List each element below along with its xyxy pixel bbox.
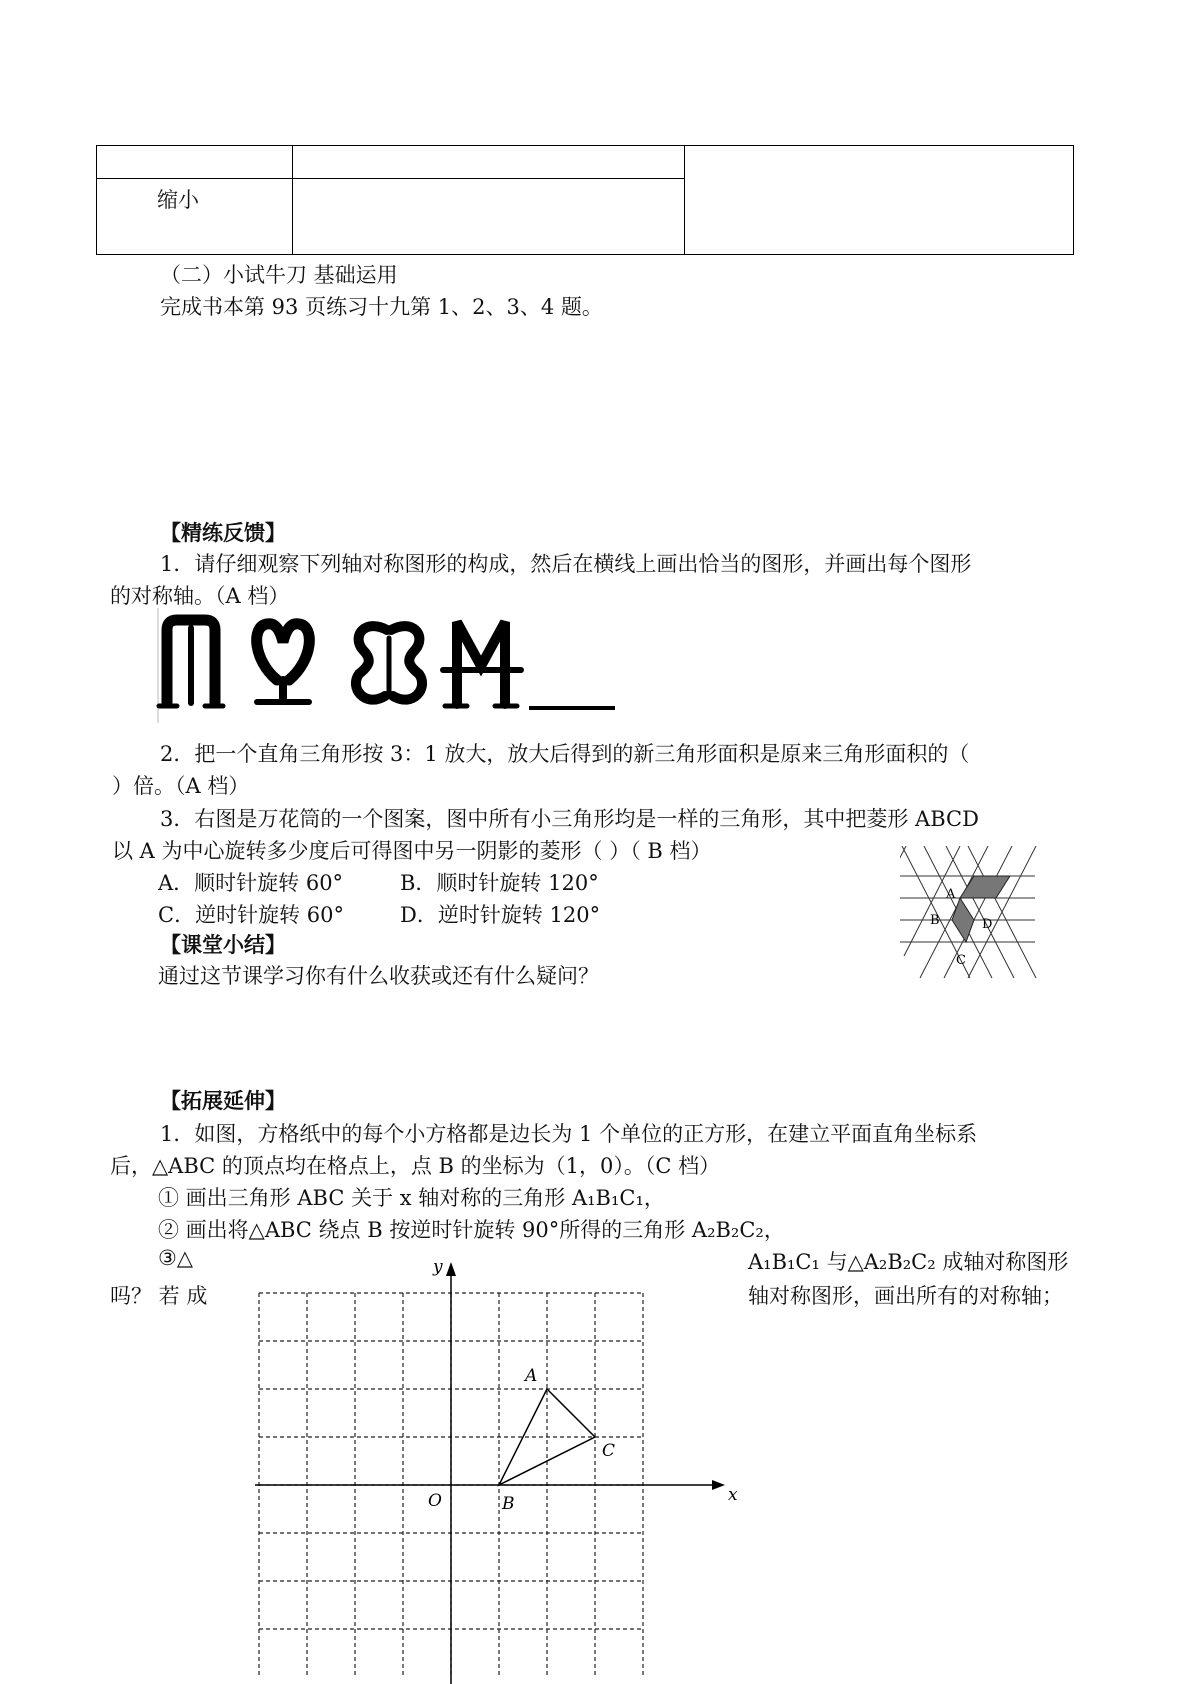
extension-item3-left2: 吗？ 若 成 (110, 1284, 208, 1308)
practice-q2-line2: ）倍。（A 档） (112, 774, 250, 798)
extension-q1-line1: 1．如图，方格纸中的每个小方格都是边长为 1 个单位的正方形，在建立平面直角坐标系 (160, 1122, 978, 1146)
table-row-divider (97, 178, 684, 179)
point-a-label: A (525, 1366, 538, 1386)
practice-q2-line1: 2．把一个直角三角形按 3：1 放大，放大后得到的新三角形面积是原来三角形面积的（ (160, 742, 970, 766)
extension-heading: 【拓展延伸】 (160, 1088, 286, 1113)
section2-heading: （二）小试牛刀 基础运用 (160, 263, 398, 287)
extension-item2: ② 画出将△ABC 绕点 B 按逆时针旋转 90°所得的三角形 A₂B₂C₂， (158, 1218, 785, 1242)
label-d: D (982, 917, 993, 932)
arch-shape (159, 620, 223, 706)
summary-heading: 【课堂小结】 (160, 932, 286, 957)
practice-q3-line2: 以 A 为中心旋转多少度后可得图中另一阴影的菱形（ ）（ B 档） (112, 839, 712, 863)
section2-text: 完成书本第 93 页练习十九第 1、2、3、4 题。 (160, 295, 603, 319)
table-col-divider-2 (684, 146, 685, 254)
symmetric-shapes-figure (155, 608, 675, 723)
y-axis-label: y (433, 1257, 443, 1277)
option-d: D．逆时针旋转 120° (400, 903, 601, 927)
heart-shape (257, 624, 310, 702)
kaleidoscope-figure (900, 846, 1040, 982)
point-b-label: B (502, 1494, 515, 1514)
rotated-rhombus (960, 876, 1010, 898)
option-a: A．顺时针旋转 60° (158, 871, 344, 895)
m-shape (443, 622, 521, 706)
practice-heading: 【精练反馈】 (160, 520, 286, 545)
label-a: A (946, 887, 956, 902)
x-axis-arrow (712, 1480, 725, 1490)
option-c: C．逆时针旋转 60° (158, 903, 344, 927)
practice-q1-line2: 的对称轴。（A 档） (110, 584, 290, 608)
practice-q3-line1: 3．右图是万花筒的一个图案，图中所有小三角形均是一样的三角形，其中把菱形 ABCD (160, 807, 979, 831)
label-b: B (930, 913, 940, 928)
extension-item3-left: ③△ (158, 1246, 193, 1270)
option-b: B．顺时针旋转 120° (400, 871, 599, 895)
coordinate-grid-figure (250, 1250, 740, 1684)
origin-label: O (428, 1491, 442, 1511)
extension-item3-right: A₁B₁C₁ 与△A₂B₂C₂ 成轴对称图形 (748, 1250, 1069, 1274)
extension-item1: ① 画出三角形 ABC 关于 x 轴对称的三角形 A₁B₁C₁， (158, 1186, 665, 1210)
practice-q1-line1: 1．请仔细观察下列轴对称图形的构成，然后在横线上画出恰当的图形，并画出每个图形 (160, 552, 972, 576)
rhombus-abcd (952, 898, 974, 942)
y-axis-arrow (446, 1262, 456, 1276)
curly-shape (356, 626, 422, 700)
extension-q1-line2: 后，△ABC 的顶点均在格点上，点 B 的坐标为（1，0）。（C 档） (110, 1154, 721, 1178)
table-col-divider-1 (292, 146, 293, 254)
lesson-table (96, 145, 1074, 255)
point-c-label: C (602, 1441, 616, 1461)
table-row-label: 缩小 (157, 188, 199, 212)
summary-text: 通过这节课学习你有什么收获或还有什么疑问？ (158, 964, 599, 988)
label-c: C (956, 953, 966, 968)
x-axis-label: x (728, 1485, 738, 1505)
extension-item3-right2: 轴对称图形，画出所有的对称轴； (748, 1284, 1063, 1308)
